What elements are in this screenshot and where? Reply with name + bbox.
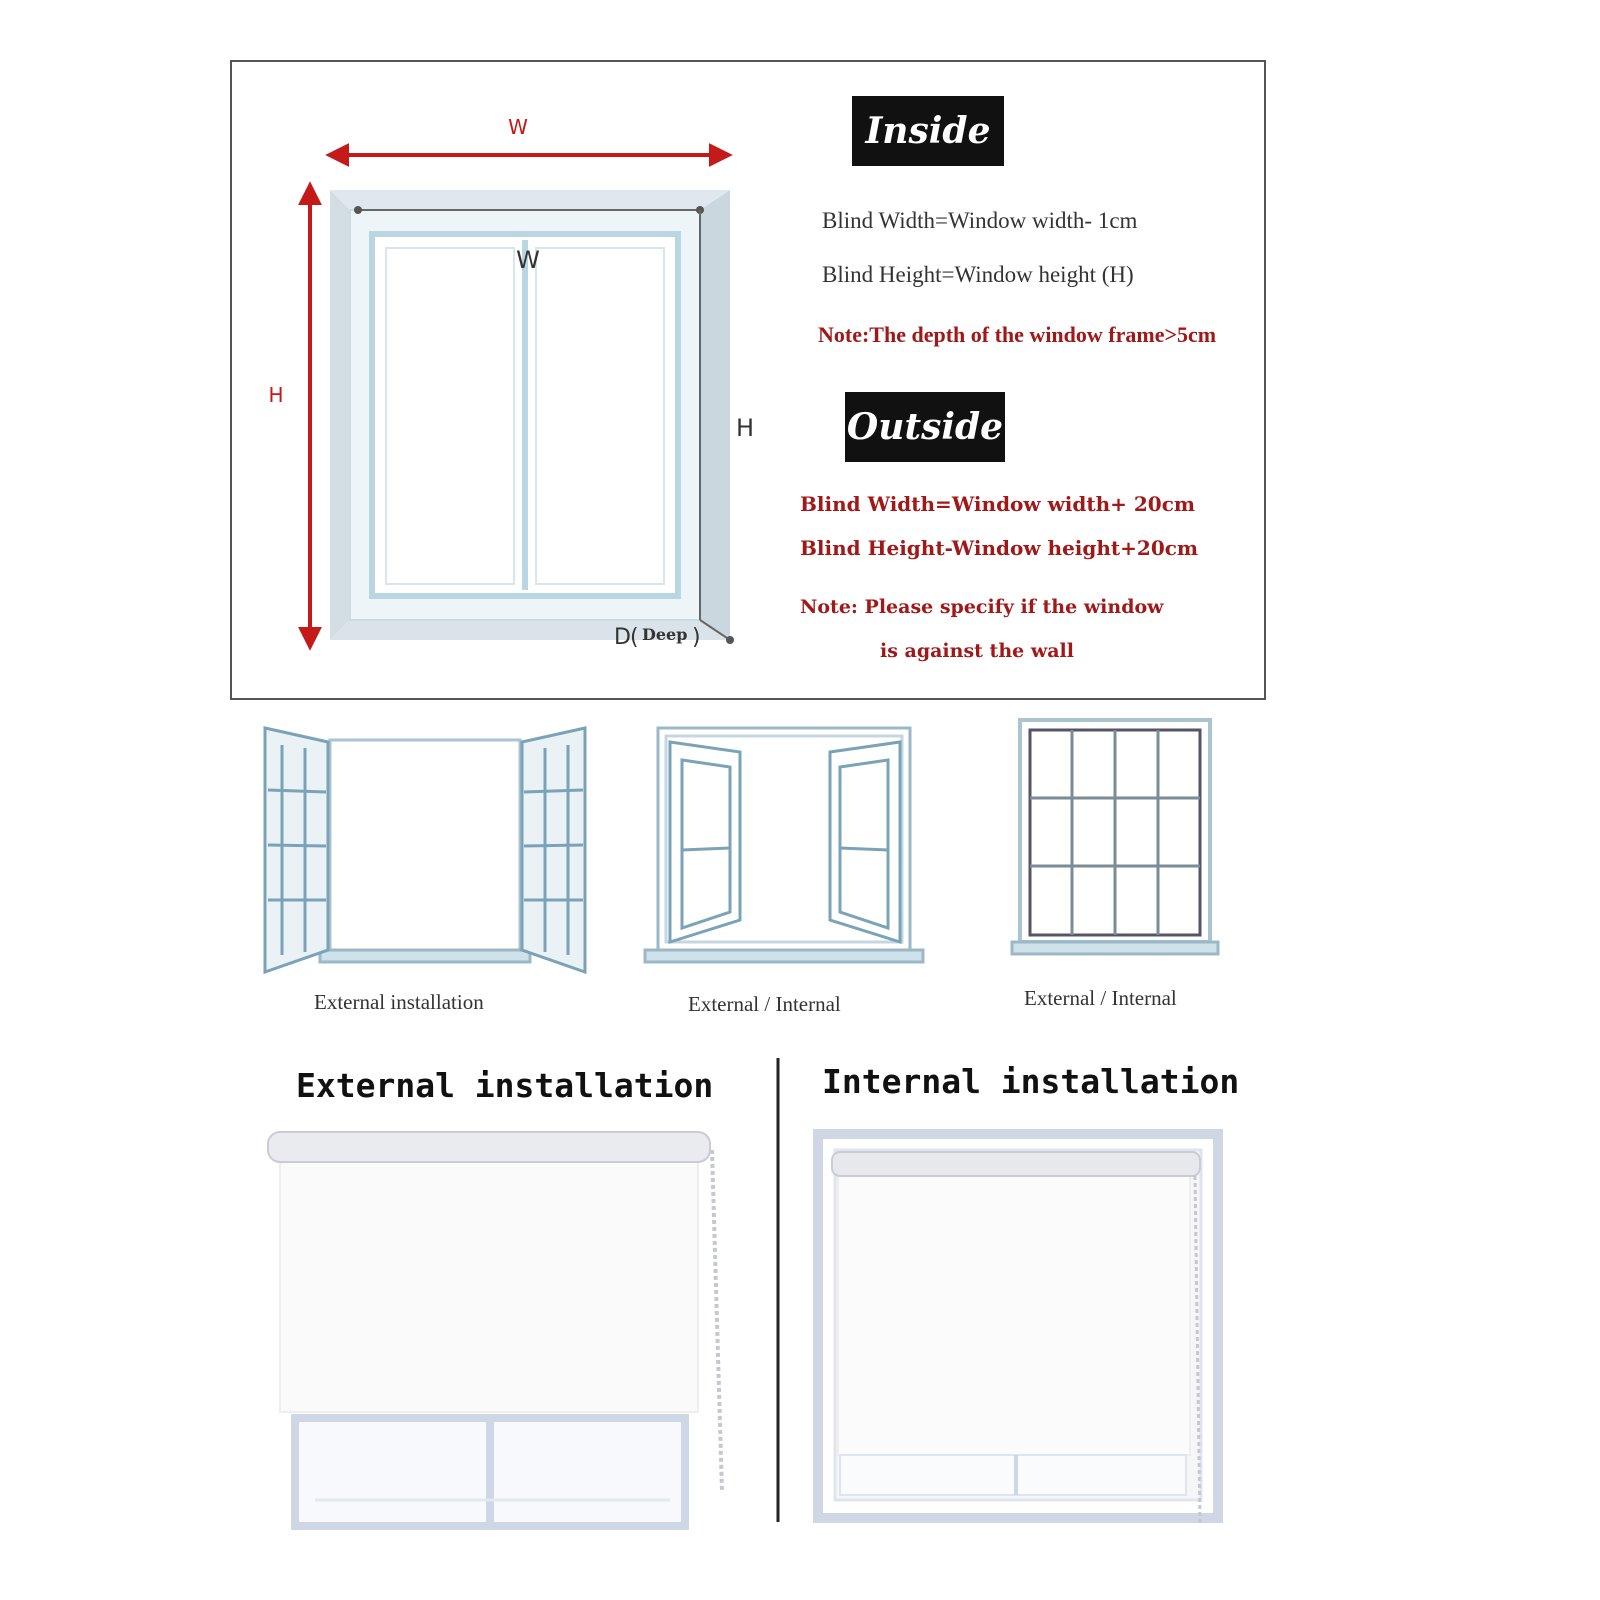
window-type-icon-3 (1012, 720, 1218, 954)
outside-note-line1: Note: Please specify if the window (800, 596, 1164, 618)
depth-paren-close: ) (692, 625, 701, 650)
inner-label-h: H (735, 414, 755, 442)
external-installation-title: External installation (296, 1066, 714, 1105)
inside-width-rule: Blind Width=Window width- 1cm (822, 208, 1138, 233)
external-roller-blind-illustration (268, 1132, 722, 1526)
outside-width-rule: Blind Width=Window width+ 20cm (800, 492, 1196, 516)
inside-height-rule: Blind Height=Window height (H) (822, 262, 1134, 287)
window-type-icon-2 (645, 728, 923, 962)
dimension-label-w: W (508, 115, 528, 139)
inner-label-w: W (516, 246, 540, 274)
window-type-caption-1: External installation (314, 990, 484, 1014)
outside-height-rule: Blind Height-Window height+20cm (800, 536, 1199, 560)
window-type-caption-3: External / Internal (1024, 986, 1177, 1010)
depth-label-d: D (614, 625, 631, 650)
inside-depth-note: Note:The depth of the window frame>5cm (818, 322, 1217, 347)
internal-roller-blind-illustration (818, 1134, 1218, 1525)
dimension-label-h: H (268, 383, 284, 407)
depth-label-deep: Deep (642, 625, 688, 644)
outside-badge: Outside (845, 392, 1005, 462)
internal-installation-title: Internal installation (822, 1062, 1240, 1101)
outside-note-line2: is against the wall (880, 640, 1074, 662)
depth-paren-open: ( (630, 625, 639, 650)
inside-badge: Inside (852, 96, 1004, 166)
window-type-caption-2: External / Internal (688, 992, 841, 1016)
window-type-icon-1 (265, 728, 585, 972)
